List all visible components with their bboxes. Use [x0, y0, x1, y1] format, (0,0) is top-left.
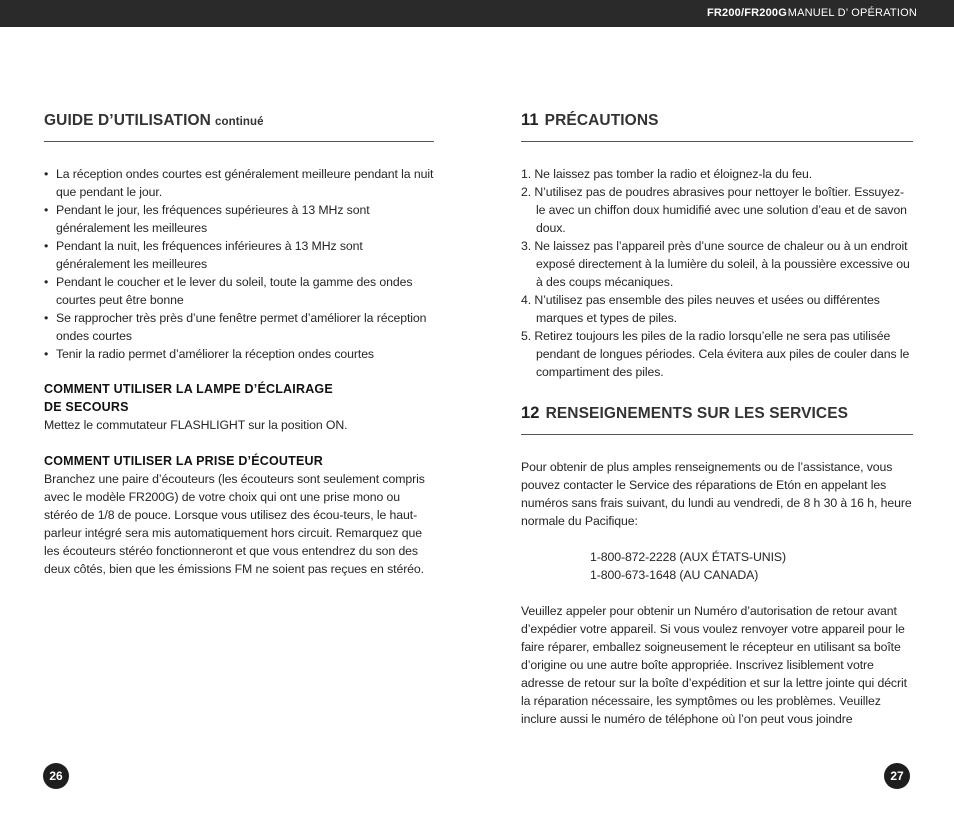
guide-title-text: GUIDE D’UTILISATION	[44, 112, 211, 129]
list-item: 3. Ne laissez pas l’appareil près d’une source de chaleur ou à un endroit exposé directement à la lumière du soleil, à la poussière excessive ou à des coups mécaniques.	[521, 239, 910, 289]
list-item: • Pendant la nuit, les fréquences inférieures à 13 MHz sont généralement les meilleures	[44, 237, 434, 273]
manual-title: MANUEL D’ OPÉRATION	[787, 7, 917, 19]
page-number-left: 26	[43, 763, 69, 789]
list-item: • Pendant le coucher et le lever du soleil, toute la gamme des ondes courtes peut être bonne	[44, 273, 434, 309]
phone-canada: 1-800-673-1648 (AU CANADA)	[590, 568, 759, 582]
list-item: 1. Ne laissez pas tomber la radio et éloignez-la du feu.	[521, 167, 813, 181]
reception-tips-list	[44, 165, 434, 363]
section-number: 11	[521, 111, 539, 129]
earphone-instructions: Branchez une paire d’écouteurs (les écouteurs sont seulement compris avec le modèle FR200G) de votre choix qui ont une prise mono ou stéréo de 1/8 de pouce. Lorsque vous utilisez des écou-teurs, le haut-parleur intégré sera mis automatiquement hors circuit. Remarquez que les écouteurs stéréo fonctionneront et que vous entendrez du son des deux côtés, bien que les émissions FM ne soient pas reçues en stéréo.	[44, 472, 425, 576]
services-title	[521, 404, 848, 423]
list-item: • La réception ondes courtes est généralement meilleure pendant la nuit que pendant le jour.	[44, 165, 434, 201]
list-item: • Se rapprocher très près d’une fenêtre permet d’améliorer la réception ondes courtes	[44, 309, 434, 345]
guide-section-header	[44, 110, 434, 142]
guide-title	[44, 112, 264, 130]
list-item: 4. N’utilisez pas ensemble des piles neuves et usées ou différentes marques et types de piles.	[521, 293, 880, 325]
precautions-section-header	[521, 110, 913, 142]
phone-us: 1-800-872-2228 (AUX ÉTATS-UNIS)	[590, 550, 786, 564]
services-section-header	[521, 403, 913, 435]
model-name: FR200/FR200G	[706, 7, 787, 19]
right-page-column	[521, 110, 913, 728]
list-item: 5. Retirez toujours les piles de la radio lorsqu’elle ne sera pas utilisée pendant de longues périodes. Cela évitera aux piles de couler dans le compartiment des piles.	[521, 329, 910, 379]
flashlight-instructions: Mettez le commutateur FLASHLIGHT sur la position ON.	[44, 418, 348, 432]
services-instructions: Veuillez appeler pour obtenir un Numéro d’autorisation de retour avant d’expédier votre appareil. Si vous voulez renvoyer votre appareil pour le faire réparer, emballez soigneusement le récepteur en utilisant sa boîte d’origine ou une autre boîte appropriée. Inscrivez lisiblement votre adresse de retour sur la boîte d’expédition et sur la lettre jointe qui décrit la réparation nécessaire, les symptômes ou les problèmes. Veuillez inclure aussi le numéro de téléphone où l’on peut vous joindre	[521, 604, 907, 726]
earphone-heading: COMMENT UTILISER LA PRISE D’ÉCOUTEUR	[44, 454, 323, 468]
flashlight-heading-line2: DE SECOURS	[44, 400, 129, 414]
guide-title-continued: continué	[214, 116, 264, 128]
precautions-title	[521, 111, 659, 130]
page-number-right: 27	[884, 763, 910, 789]
list-item: • Pendant le jour, les fréquences supérieures à 13 MHz sont généralement les meilleures	[44, 201, 434, 237]
services-intro: Pour obtenir de plus amples renseignements ou de l’assistance, vous pouvez contacter le Service des réparations de Etón en appelant les numéros sans frais suivant, du lundi au vendredi, de 8 h 30 à 16 h, heure normale du Pacifique:	[521, 460, 912, 528]
phone-numbers	[521, 548, 913, 584]
left-page-column	[44, 110, 434, 578]
services-title-text: RENSEIGNEMENTS SUR LES SERVICES	[545, 405, 849, 422]
list-item: • Tenir la radio permet d’améliorer la réception ondes courtes	[44, 345, 434, 363]
precautions-list	[521, 165, 913, 381]
list-item: 2. N’utilisez pas de poudres abrasives pour nettoyer le boîtier. Essuyez-le avec un chiffon doux humidifié avec une solution d’eau et de savon doux.	[521, 185, 907, 235]
section-number: 12	[521, 404, 540, 422]
flashlight-heading-line1: COMMENT UTILISER LA LAMPE D’ÉCLAIRAGE	[44, 382, 333, 396]
precautions-title-text: PRÉCAUTIONS	[544, 112, 659, 129]
page-header-bar	[0, 0, 954, 27]
